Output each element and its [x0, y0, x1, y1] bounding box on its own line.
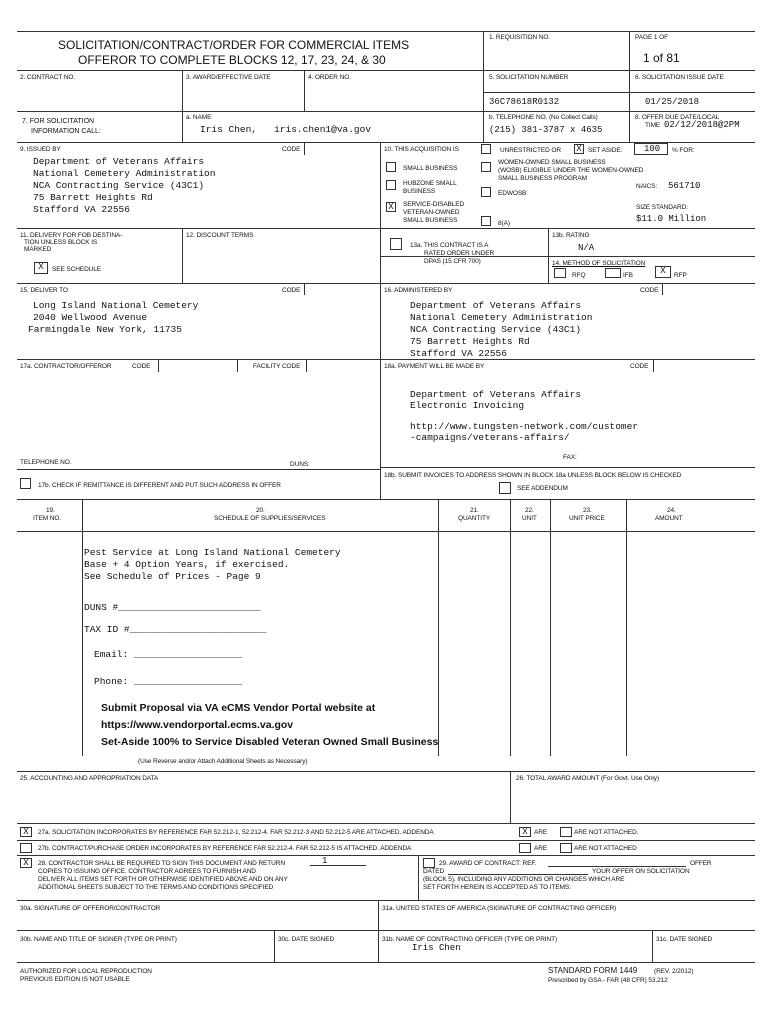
- wosb-checkbox[interactable]: [481, 162, 491, 172]
- rule: [182, 111, 183, 142]
- clause-28-line-1: 28. CONTRACTOR SHALL BE REQUIRED TO SIGN THIS DOCUMENT AND RETURN: [38, 860, 285, 867]
- remittance-checkbox[interactable]: [20, 478, 31, 489]
- your-offer-label: YOUR OFFER ON SOLICITATION: [592, 868, 690, 875]
- tax-id-line[interactable]: TAX ID #________________________: [84, 624, 267, 635]
- issued-by-label: 9. ISSUED BY: [20, 146, 61, 153]
- acquisition-label: 10. THIS ACQUISITION IS: [384, 146, 459, 153]
- telephone-no-label: TELEPHONE NO.: [20, 459, 72, 466]
- offer-label: OFFER: [690, 860, 712, 867]
- see-addendum-label: SEE ADDENDUM: [517, 485, 568, 492]
- duns-line[interactable]: DUNS #_________________________: [84, 602, 261, 613]
- col19-num: 19.: [46, 507, 55, 514]
- rule: [550, 499, 551, 756]
- delivery-label-3: MARKED: [24, 246, 52, 253]
- clause-29-line-2: DATED: [423, 868, 445, 875]
- offer-due-value: 02/12/2018@2PM: [664, 120, 740, 130]
- deliver-to-label: 15. DELIVER TO: [20, 287, 68, 294]
- schedule-desc-3: See Schedule of Prices - Page 9: [84, 571, 261, 582]
- rule: [380, 142, 381, 499]
- rule: [274, 930, 275, 962]
- telephone-value: (215) 381-3787 x 4635: [489, 125, 603, 135]
- contractor-label: 17a. CONTRACTOR/OFFEROR: [20, 363, 112, 370]
- rule: [448, 874, 588, 875]
- rule: [548, 256, 755, 257]
- wosb-label-2: (WOSB) ELIGIBLE UNDER THE WOMEN-OWNED: [498, 167, 644, 174]
- requisition-label: 1. REQUISITION NO.: [489, 34, 551, 41]
- payment-line-1: Department of Veterans Affairs: [410, 389, 582, 400]
- issued-address-3: NCA Contracting Service (43C1): [33, 180, 205, 191]
- contract-no-label: 2. CONTRACT NO.: [20, 74, 76, 81]
- 27a-are-label: ARE: [534, 829, 548, 836]
- date-signed-label: 30c. DATE SIGNED: [278, 936, 335, 943]
- contracting-officer-label: 31b. NAME OF CONTRACTING OFFICER (TYPE OR PRINT): [382, 936, 558, 943]
- payment-url-1[interactable]: http://www.tungsten-network.com/customer: [410, 421, 639, 432]
- wosb-label-3: SMALL BUSINESS PROGRAM: [498, 175, 587, 182]
- payment-label: 18a. PAYMENT WILL BE MADE BY: [384, 363, 485, 370]
- set-aside-label: SET ASIDE:: [588, 147, 623, 154]
- form-revision: (REV. 2/2012): [654, 968, 694, 975]
- invoice-label: 18b. SUBMIT INVOICES TO ADDRESS SHOWN IN BLOCK 18a UNLESS BLOCK BELOW IS CHECKED: [384, 472, 682, 479]
- 27a-are-checkbox[interactable]: X: [519, 827, 531, 837]
- form-top-border: [17, 31, 755, 32]
- rated-label-3: DPAS (15 CFR 700): [424, 258, 481, 265]
- rated-label-1: 13a. THIS CONTRACT IS A: [410, 242, 489, 249]
- award-date-label: 3. AWARD/EFFECTIVE DATE: [186, 74, 271, 81]
- rule: [182, 70, 183, 111]
- clause-28-checkbox[interactable]: X: [20, 858, 32, 868]
- admin-address-1: Department of Veterans Affairs: [410, 300, 582, 311]
- rfp-checkbox[interactable]: X: [655, 266, 671, 278]
- issue-date: 01/25/2018: [645, 97, 700, 107]
- col22-label: UNIT: [522, 515, 537, 522]
- footer-previous-edition: PREVIOUS EDITION IS NOT USABLE: [20, 976, 130, 983]
- set-aside-percent: 100: [644, 144, 661, 154]
- hubzone-checkbox[interactable]: [386, 180, 396, 190]
- col21-num: 21.: [470, 507, 479, 514]
- 8a-checkbox[interactable]: [481, 216, 491, 226]
- rule: [483, 92, 755, 93]
- rule: [17, 111, 755, 112]
- facility-code-label: FACILITY CODE: [253, 363, 301, 370]
- clause-29-line-4: SET FORTH HEREIN IS ACCEPTED AS TO ITEMS:: [423, 884, 571, 891]
- rule: [17, 499, 755, 500]
- 8a-label: 8(A): [498, 220, 510, 227]
- payment-url-2[interactable]: -campaigns/veterans-affairs/: [410, 432, 570, 443]
- rated-order-checkbox[interactable]: [390, 238, 402, 250]
- rule: [182, 228, 183, 283]
- issued-address-1: Department of Veterans Affairs: [33, 156, 205, 167]
- rule: [548, 866, 686, 867]
- delivery-label-1: 11. DELIVERY FOR FOB DESTINA-: [20, 232, 123, 239]
- sdvosb-label-1: SERVICE-DISABLED: [403, 201, 465, 208]
- prescribed-by: Prescribed by GSA - FAR (48 CFR) 53.212: [548, 977, 668, 984]
- 27a-are-not-label: ARE NOT ATTACHED.: [574, 829, 639, 836]
- clause-29-line-1: 29. AWARD OF CONTRACT: REF.: [439, 860, 537, 867]
- col23-num: 23.: [583, 507, 592, 514]
- col22-num: 22.: [525, 507, 534, 514]
- rule: [17, 855, 755, 856]
- rule: [438, 499, 439, 756]
- duns-label: DUNS:: [290, 461, 310, 468]
- size-standard-label: SIZE STANDARD:: [636, 204, 688, 211]
- admin-address-4: 75 Barrett Heights Rd: [410, 336, 530, 347]
- reverse-note: (Use Reverse and/or Attach Additional Sheets as Necessary): [138, 758, 308, 765]
- edwosb-checkbox[interactable]: [481, 187, 491, 197]
- payment-code-field[interactable]: [653, 360, 755, 372]
- unrestricted-label: UNRESTRICTED OR: [500, 147, 561, 154]
- rule: [17, 531, 755, 532]
- signer-name-label: 30b. NAME AND TITLE OF SIGNER (TYPE OR PRINT): [20, 936, 177, 943]
- form-subtitle: OFFEROR TO COMPLETE BLOCKS 12, 17, 23, 24, & 30: [78, 53, 386, 67]
- rating-value: N/A: [578, 243, 595, 253]
- ifb-checkbox[interactable]: [605, 268, 621, 278]
- sdvosb-checkbox[interactable]: X: [386, 202, 396, 212]
- rule: [17, 70, 755, 71]
- 27b-are-checkbox[interactable]: [519, 843, 531, 853]
- naics-code: 561710: [668, 181, 701, 191]
- col24-num: 24.: [667, 507, 676, 514]
- phone-line[interactable]: Phone: ___________________: [94, 676, 243, 687]
- rfq-checkbox[interactable]: [554, 268, 566, 278]
- wosb-label-1: WOMEN-OWNED SMALL BUSINESS: [498, 159, 606, 166]
- rated-label-2: RATED ORDER UNDER: [424, 250, 495, 257]
- rule: [380, 467, 755, 468]
- deliver-address-1: Long Island National Cemetery: [33, 300, 199, 311]
- solicitation-number-label: 5. SOLICITATION NUMBER: [489, 74, 569, 81]
- deliver-address-3: Farmingdale New York, 11735: [28, 324, 182, 335]
- rfq-label: RFQ: [572, 272, 586, 279]
- rule: [304, 70, 305, 111]
- rule: [629, 31, 630, 142]
- delivery-label-2: TION UNLESS BLOCK IS: [24, 239, 98, 246]
- rule: [17, 840, 755, 841]
- naics-label: NAICS:: [636, 183, 658, 190]
- col24-label: AMOUNT: [655, 515, 683, 522]
- rule: [17, 900, 755, 901]
- page-label: PAGE 1 OF: [635, 34, 668, 41]
- administered-code-field[interactable]: [662, 284, 755, 295]
- rule: [510, 771, 511, 823]
- page-count: 1 of 81: [643, 51, 680, 65]
- deliver-code-field[interactable]: [304, 284, 380, 295]
- issued-address-4: 75 Barrett Heights Rd: [33, 192, 153, 203]
- name-label: a. NAME: [186, 114, 212, 121]
- rule: [17, 771, 755, 772]
- vendor-portal-url[interactable]: https://www.vendorportal.ecms.va.gov: [101, 719, 294, 731]
- solicitation-info-label-2: INFORMATION CALL:: [31, 128, 101, 135]
- remittance-label: 17b. CHECK IF REMITTANCE IS DIFFERENT AND PUT SUCH ADDRESS IN OFFER: [38, 482, 281, 489]
- sdvosb-label-3: SMALL BUSINESS: [403, 217, 458, 224]
- rule: [17, 823, 755, 824]
- rule: [17, 930, 755, 931]
- clause-29-checkbox[interactable]: [423, 858, 435, 868]
- schedule-desc-2: Base + 4 Option Years, if exercised.: [84, 559, 290, 570]
- rule: [17, 283, 755, 284]
- rule: [310, 865, 366, 866]
- rfp-label: RFP: [674, 272, 687, 279]
- issued-address-5: Stafford VA 22556: [33, 204, 130, 215]
- discount-terms-label: 12. DISCOUNT TERMS: [186, 232, 254, 239]
- rule: [82, 499, 83, 756]
- telephone-label: b. TELEPHONE NO. (No Collect Calls): [489, 114, 598, 121]
- sdvosb-label-2: VETERAN-OWNED: [403, 209, 460, 216]
- clause-27a-checkbox[interactable]: X: [20, 827, 32, 837]
- facility-code-field[interactable]: [306, 360, 380, 372]
- form-number: STANDARD FORM 1449: [548, 966, 638, 975]
- total-award-label: 26. TOTAL AWARD AMOUNT (For Govt. Use Only): [516, 775, 659, 782]
- contracting-officer-name: Iris Chen: [412, 943, 461, 953]
- percent-for-label: % FOR:: [672, 147, 695, 154]
- rule: [652, 930, 653, 962]
- solicitation-info-label: 7. FOR SOLICITATION: [22, 118, 95, 125]
- 27b-are-not-checkbox[interactable]: [560, 843, 572, 853]
- form-title: SOLICITATION/CONTRACT/ORDER FOR COMMERCIAL ITEMS: [58, 38, 410, 52]
- clause-27b-label: 27b. CONTRACT/PURCHASE ORDER INCORPORATES BY REFERENCE FAR 52.212-4. FAR 52.212-5 IS ATTACHED. ADDENDA: [38, 845, 412, 852]
- small-business-checkbox[interactable]: [386, 162, 396, 172]
- rule: [548, 228, 549, 283]
- admin-address-2: National Cemetery Administration: [410, 312, 593, 323]
- offer-due-label: 8. OFFER DUE DATE/LOCAL: [635, 114, 720, 121]
- administered-code-label: CODE: [640, 287, 659, 294]
- hubzone-label-1: HUBZONE SMALL: [403, 180, 457, 187]
- contractor-code-field[interactable]: [158, 360, 238, 372]
- clause-28-line-3: DELIVER ALL ITEMS SET FORTH OR OTHERWISE IDENTIFIED ABOVE AND ON ANY: [38, 876, 288, 883]
- deliver-code-label: CODE: [282, 287, 301, 294]
- time-label: TIME: [645, 122, 661, 129]
- admin-address-5: Stafford VA 22556: [410, 348, 507, 359]
- email-line[interactable]: Email: ___________________: [94, 649, 243, 660]
- issued-code-label: CODE: [282, 146, 301, 153]
- 27a-are-not-checkbox[interactable]: [560, 827, 572, 837]
- see-addendum-checkbox[interactable]: [499, 482, 511, 494]
- rule: [378, 900, 379, 962]
- officer-date-label: 31c. DATE SIGNED: [656, 936, 713, 943]
- deliver-address-2: 2040 Wellwood Avenue: [33, 312, 148, 323]
- rule: [483, 31, 484, 142]
- contact-name: Iris Chen, iris.chen1@va.gov: [200, 124, 372, 135]
- copies-count: 1: [322, 856, 328, 866]
- small-business-label: SMALL BUSINESS: [403, 165, 458, 172]
- rule: [17, 469, 380, 470]
- edwosb-label: EDWOSB: [498, 190, 527, 197]
- col21-label: QUANTITY: [458, 515, 491, 522]
- set-aside-note: Set-Aside 100% to Service Disabled Veteran Owned Small Business: [101, 736, 439, 748]
- payment-code-label: CODE: [630, 363, 649, 370]
- clause-29-line-3: (BLOCK 5), INCLUDING ANY ADDITIONS OR CHANGES WHICH ARE: [423, 876, 625, 883]
- signature-offeror-label: 30a. SIGNATURE OF OFFEROR/CONTRACTOR: [20, 905, 161, 912]
- admin-address-3: NCA Contracting Service (43C1): [410, 324, 582, 335]
- ifb-label: IFB: [623, 272, 633, 279]
- 27b-are-label: ARE: [534, 845, 548, 852]
- order-no-label: 4. ORDER NO.: [308, 74, 351, 81]
- fax-label: FAX:: [563, 454, 577, 461]
- issued-address-2: National Cemetery Administration: [33, 168, 216, 179]
- schedule-desc-1: Pest Service at Long Island National Cemetery: [84, 547, 341, 558]
- contractor-code-label: CODE: [132, 363, 151, 370]
- clause-28-line-2: COPIES TO ISSUING OFFICE. CONTRACTOR AGREES TO FURNISH AND: [38, 868, 256, 875]
- signature-officer-label: 31a. UNITED STATES OF AMERICA (SIGNATURE OF CONTRACTING OFFICER): [382, 905, 617, 912]
- accounting-label: 25. ACCOUNTING AND APPROPRIATION DATA: [20, 775, 159, 782]
- clause-28-line-4: ADDITIONAL SHEETS SUBJECT TO THE TERMS AND CONDITIONS SPECIFIED: [38, 884, 274, 891]
- set-aside-checkbox[interactable]: X: [574, 144, 584, 154]
- clause-27b-checkbox[interactable]: [20, 843, 32, 853]
- issued-code-field[interactable]: [304, 143, 380, 155]
- hubzone-label-2: BUSINESS: [403, 188, 436, 195]
- issue-date-label: 6. SOLICITATION ISSUE DATE: [635, 74, 724, 81]
- 27b-are-not-label: ARE NOT ATTACHED: [574, 845, 637, 852]
- vendor-portal-note: Submit Proposal via VA eCMS Vendor Portal website at: [101, 702, 376, 714]
- method-label: 14. METHOD OF SOLICITATION: [552, 260, 646, 267]
- col23-label: UNIT PRICE: [569, 515, 605, 522]
- payment-line-2: Electronic Invoicing: [410, 400, 525, 411]
- size-standard: $11.0 Million: [636, 214, 707, 224]
- unrestricted-checkbox[interactable]: [481, 144, 491, 154]
- col20-num: 20.: [256, 507, 265, 514]
- footer-reproduction: AUTHORIZED FOR LOCAL REPRODUCTION: [20, 968, 152, 975]
- rule: [17, 359, 755, 360]
- rating-label: 13b. RATING: [552, 232, 590, 239]
- rule: [17, 228, 755, 229]
- col19-label: ITEM NO.: [33, 515, 62, 522]
- rule: [510, 499, 511, 756]
- col20-label: SCHEDULE OF SUPPLIES/SERVICES: [214, 515, 326, 522]
- clause-27a-label: 27a. SOLICITATION INCORPORATES BY REFERENCE FAR 52.212-1, 52.212-4. FAR 52.212-3 AND 52.212-5 ARE ATTACHED. ADDENDA: [38, 829, 434, 836]
- solicitation-number: 36C78618R0132: [489, 97, 560, 107]
- rule: [418, 855, 419, 900]
- see-schedule-checkbox[interactable]: X: [34, 262, 48, 274]
- see-schedule-label: SEE SCHEDULE: [52, 266, 102, 273]
- form-bottom-border: [17, 962, 755, 963]
- rule: [626, 499, 627, 756]
- administered-label: 16. ADMINISTERED BY: [384, 287, 453, 294]
